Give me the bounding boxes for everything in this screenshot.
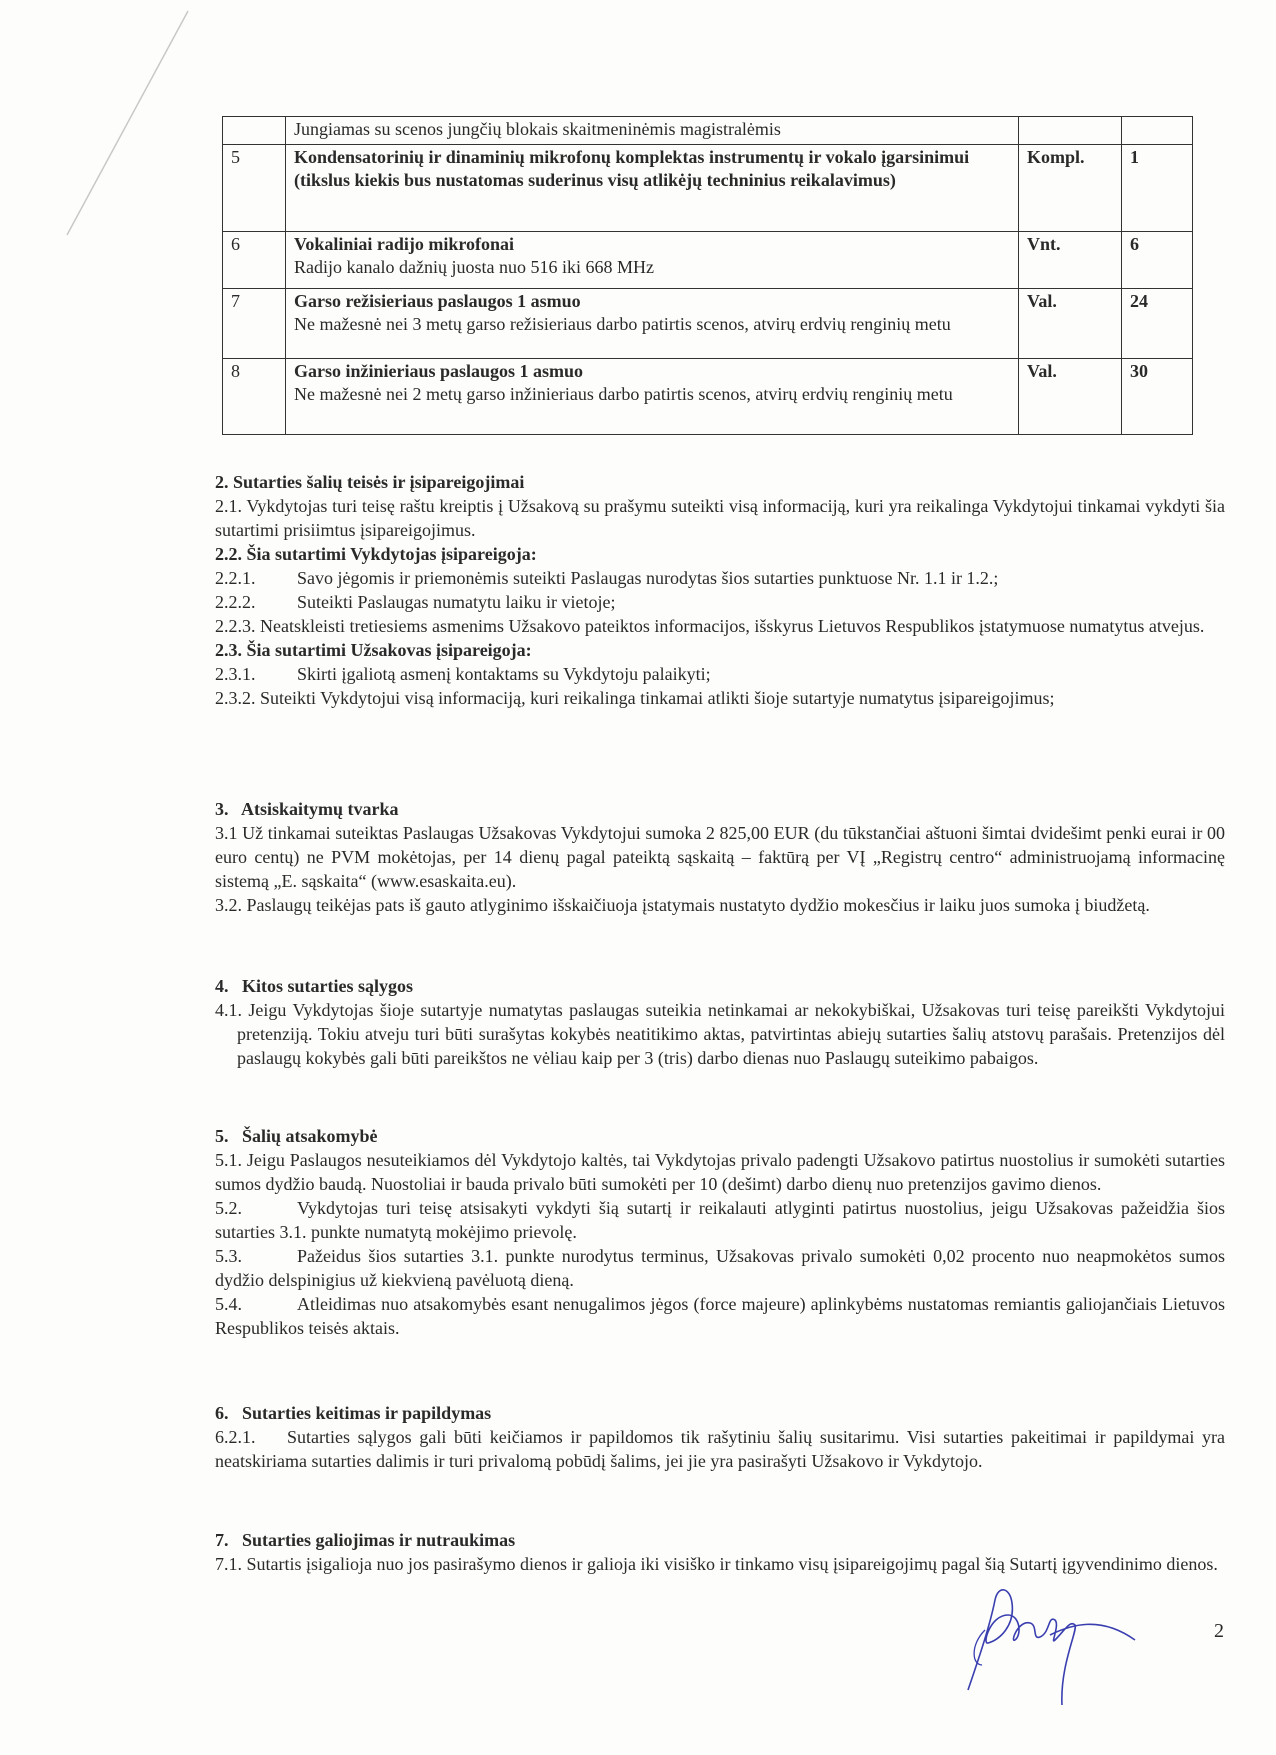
row-unit: Val.: [1019, 289, 1122, 359]
section-7: [215, 1528, 1225, 1576]
row-title: Kondensatorinių ir dinaminių mikrofonų komplektas instrumentų ir vokalo įgarsinimui (tikslus kiekis bus nustatomas suderinus visų atlikėjų techninius reikalavimus): [294, 147, 970, 190]
row-description: [286, 232, 1019, 289]
subsection-heading: 2.3. Šia sutartimi Užsakovas įsipareigoja:: [215, 640, 532, 660]
clause: [215, 590, 1225, 614]
clause: [215, 1425, 1225, 1473]
table-row: [223, 289, 1193, 359]
row-unit: Val.: [1019, 359, 1122, 435]
subsection-heading: 2.2. Šia sutartimi Vykdytojas įsipareigoja:: [215, 544, 537, 564]
clause: [215, 1196, 1225, 1244]
section-2: [215, 470, 1225, 710]
clause: [215, 566, 1225, 590]
clause: 7.1. Sutartis įsigalioja nuo jos pasirašymo dienos ir galioja iki visiško ir tinkamo visų įsipareigojimų pagal šią Sutartį įgyvendinimo dienos.: [215, 1554, 1218, 1574]
row-title: Vokaliniai radijo mikrofonai: [294, 234, 515, 254]
row-description: [286, 117, 1019, 145]
row-desc-text: Ne mažesnė nei 3 metų garso režisieriaus darbo patirtis scenos, atvirų erdvių renginių metu: [294, 314, 951, 334]
clause: [215, 1244, 1225, 1292]
clause-text: Vykdytojas turi teisę atsisakyti vykdyti šią sutartį ir reikalauti atlyginti patirtus nuostolius, jeigu Užsakovas pažeidžia šios sutarties 3.1. punkte numatytą mokėjimo prievolę.: [215, 1198, 1225, 1242]
section-heading: 7. Sutarties galiojimas ir nutraukimas: [215, 1530, 516, 1550]
row-desc-text: Jungiamas su scenos jungčių blokais skaitmeninėmis magistralėmis: [294, 119, 781, 139]
clause-number: 2.2.2.: [215, 592, 256, 612]
clause: 3.1 Už tinkamai suteiktas Paslaugas Užsakovas Vykdytojui sumoka 2 825,00 EUR (du tūkstančiai aštuoni šimtai dvidešimt penki eurai ir 00 euro centų) ne PVM mokėtojas, per 14 dienų pagal pateiktą sąskaitą – faktūrą per VĮ „Registrų centro“ administruojamą informacinę sistemą „E. sąskaita“ (www.esaskaita.eu).: [215, 823, 1225, 891]
row-title: Garso inžinieriaus paslaugos 1 asmuo: [294, 361, 584, 381]
section-heading: 2. Sutarties šalių teisės ir įsipareigojimai: [215, 472, 525, 492]
row-desc-text: Ne mažesnė nei 2 metų garso inžinieriaus darbo patirtis scenos, atvirų erdvių renginių metu: [294, 384, 953, 404]
clause-text: Sutarties sąlygos gali būti keičiamos ir papildomos tik rašytiniu šalių susitarimu. Visi sutarties pakeitimai ir papildymai yra neatskiriama sutarties dalimis ir turi privalomą pobūdį šalims, jei jie yra pasirašyti Užsakovo ir Vykdytojo.: [215, 1427, 1225, 1471]
clause-text: Skirti įgaliotą asmenį kontaktams su Vykdytoju palaikyti;: [297, 664, 711, 684]
row-quantity: 30: [1122, 359, 1193, 435]
clause-text: Suteikti Paslaugas numatytu laiku ir vietoje;: [297, 592, 616, 612]
clause-number: 5.4.: [215, 1294, 242, 1314]
page-number: 2: [1214, 1620, 1224, 1642]
row-number: 6: [223, 232, 286, 289]
equipment-table: [222, 116, 1193, 435]
clause-number: 5.3.: [215, 1246, 242, 1266]
row-title: Garso režisieriaus paslaugos 1 asmuo: [294, 291, 581, 311]
clause: 5.1. Jeigu Paslaugos nesuteikiamos dėl Vykdytojo kaltės, tai Vykdytojas privalo padengti Užsakovo patirtus nuostolius ir sumokėti sutarties sumos dydžio baudą. Nuostoliai ir bauda privalo būti sumokėti per 10 (dešimt) darbo dienų nuo pretenzijos gavimo dienos.: [215, 1150, 1225, 1194]
section-heading: 5. Šalių atsakomybė: [215, 1126, 378, 1146]
row-quantity: [1122, 117, 1193, 145]
clause-text: Savo jėgomis ir priemonėmis suteikti Paslaugas nurodytas šios sutarties punktuose Nr. 1.1 ir 1.2.;: [297, 568, 999, 588]
row-desc-text: Radijo kanalo dažnių juosta nuo 516 iki 668 MHz: [294, 257, 654, 277]
table-row: [223, 232, 1193, 289]
clause: 2.2.3. Neatskleisti tretiesiems asmenims Užsakovo pateiktos informacijos, išskyrus Lietuvos Respublikos įstatymuose numatytus atvejus.: [215, 616, 1205, 636]
row-unit: [1019, 117, 1122, 145]
row-quantity: 24: [1122, 289, 1193, 359]
row-description: [286, 289, 1019, 359]
section-6: [215, 1401, 1225, 1473]
signature: [960, 1585, 1140, 1710]
row-number: 8: [223, 359, 286, 435]
row-quantity: 6: [1122, 232, 1193, 289]
clause-number: 2.2.1.: [215, 568, 256, 588]
section-heading: 6. Sutarties keitimas ir papildymas: [215, 1403, 492, 1423]
clause: 2.1. Vykdytojas turi teisę raštu kreiptis į Užsakovą su prašymu suteikti visą informaciją, kuri yra reikalinga Vykdytojui tinkamai vykdyti šia sutartimi prisiimtus įsipareigojimus.: [215, 496, 1225, 540]
section-4: [215, 974, 1225, 1070]
table-row: [223, 117, 1193, 145]
row-unit: Kompl.: [1019, 145, 1122, 232]
section-heading: 4. Kitos sutarties sąlygos: [215, 976, 413, 996]
section-3: [215, 797, 1225, 917]
table-row: [223, 145, 1193, 232]
row-number: 5: [223, 145, 286, 232]
clause: 4.1. Jeigu Vykdytojas šioje sutartyje numatytas paslaugas suteikia netinkamai ar nekokybiškai, Užsakovas turi teisę pareikšti Vykdytojui pretenziją. Tokiu atveju turi būti surašytas kokybės neatitikimo aktas, patvirtintas abiejų sutarties šalių atstovų parašais. Pretenzijos dėl paslaugų kokybės gali būti pareikštos ne vėliau kaip per 3 (tris) darbo dienas nuo Paslaugų suteikimo pabaigos.: [215, 1000, 1225, 1068]
clause: 2.3.2. Suteikti Vykdytojui visą informaciją, kuri reikalinga tinkamai atlikti šioje sutartyje numatytus įsipareigojimus;: [215, 688, 1055, 708]
clause-text: Atleidimas nuo atsakomybės esant nenugalimos jėgos (force majeure) aplinkybėms nustatomas remiantis galiojančiais Lietuvos Respublikos teisės aktais.: [215, 1294, 1225, 1338]
row-description: [286, 359, 1019, 435]
clause-number: 2.3.1.: [215, 664, 256, 684]
row-description: [286, 145, 1019, 232]
section-5: [215, 1124, 1225, 1340]
section-heading: 3. Atsiskaitymų tvarka: [215, 799, 399, 819]
clause-text: Pažeidus šios sutarties 3.1. punkte nurodytus terminus, Užsakovas privalo sumokėti 0,02 procento nuo neapmokėtos sumos dydžio delspinigius už kiekvieną pavėluotą dieną.: [215, 1246, 1225, 1290]
clause: [215, 1292, 1225, 1340]
table-row: [223, 359, 1193, 435]
clause-number: 5.2.: [215, 1198, 242, 1218]
row-quantity: 1: [1122, 145, 1193, 232]
clause: 3.2. Paslaugų teikėjas pats iš gauto atlyginimo išskaičiuoja įstatymais nustatyto dydžio mokesčius ir laiku juos sumoka į biudžetą.: [215, 895, 1150, 915]
clause-number: 6.2.1.: [215, 1427, 256, 1447]
clause: [215, 662, 1225, 686]
row-number: [223, 117, 286, 145]
row-unit: Vnt.: [1019, 232, 1122, 289]
row-number: 7: [223, 289, 286, 359]
